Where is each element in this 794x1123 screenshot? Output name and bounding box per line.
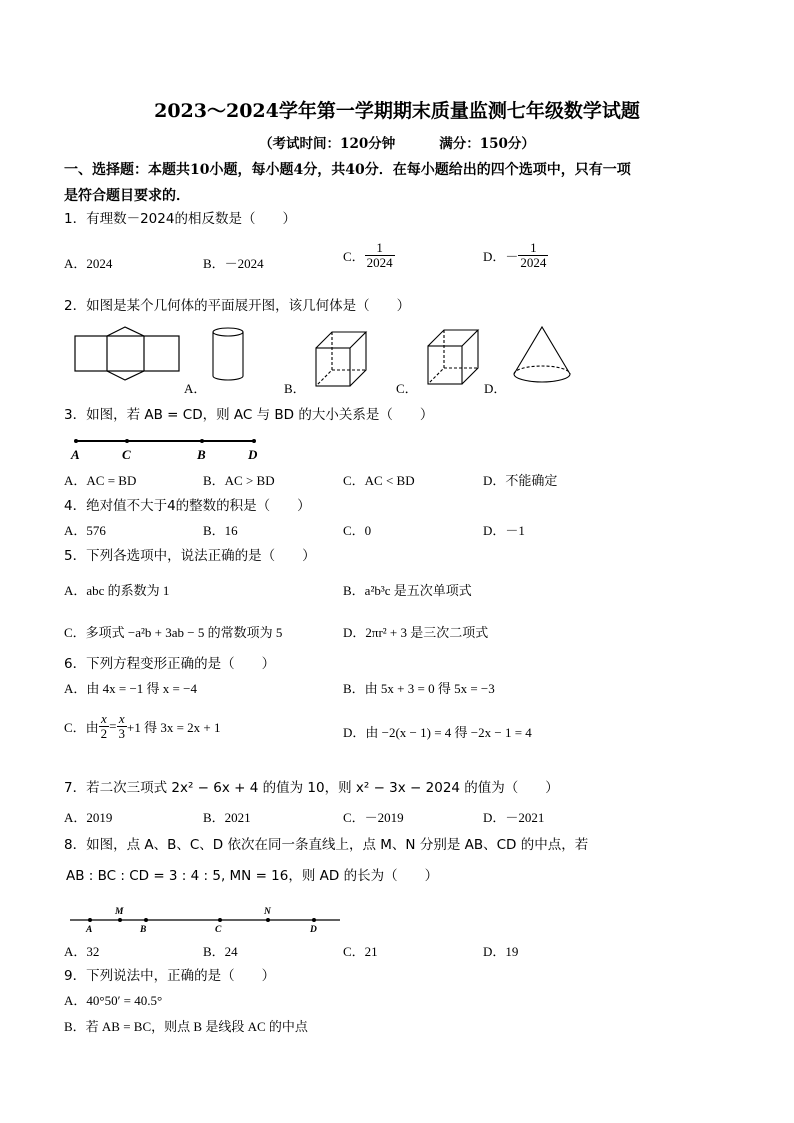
q8-point-d: D: [310, 925, 317, 934]
q3-option-d: D．不能确定: [483, 473, 558, 488]
q8-point-b: B: [140, 925, 147, 934]
q6-c-frac2-num: x: [118, 711, 125, 726]
q1-option-d-label: D．－: [483, 249, 519, 264]
cone-diagram: [510, 324, 574, 388]
q6-c-frac1-den: 2: [100, 726, 108, 741]
q9-option-b: B．若 AB = BC，则点 B 是线段 AC 的中点: [64, 1019, 308, 1034]
q6-option-b: B．由 5x + 3 = 0 得 5x = −3: [343, 681, 495, 696]
q8-line-segment-diagram: [68, 904, 344, 934]
q7-stem: 7．若二次三项式 2x² − 6x + 4 的值为 10，则 x² − 3x − 2024 的值为（ ）: [64, 780, 559, 796]
section-heading-line2: 是符合题目要求的．: [64, 188, 190, 204]
exam-info: [0, 132, 794, 152]
q2-option-d: D．: [484, 381, 507, 396]
q3-point-a: A: [71, 447, 80, 462]
q6-c-frac1-num: x: [101, 711, 107, 726]
q7-option-c: C．－2019: [343, 810, 404, 825]
q8-option-b: B．24: [203, 944, 238, 959]
q1-d-denominator: 2024: [520, 255, 547, 270]
q5-option-d: D．2πr² + 3 是三次二项式: [343, 625, 489, 640]
prism-net-diagram: [72, 326, 184, 382]
q3-option-b: B．AC > BD: [203, 473, 275, 488]
section-heading-line1: 一、选择题：本题共10小题，每小题4分，共40分．在每小题给出的四个选项中，只有一项: [64, 162, 631, 178]
q8-stem-line2: AB : BC : CD = 3 : 4 : 5, MN = 16，则 AD 的长为（ ）: [66, 868, 439, 884]
q6-option-d: D．由 −2(x − 1) = 4 得 −2x − 1 = 4: [343, 725, 532, 740]
q5-stem: 5．下列各选项中，说法正确的是（ ）: [64, 548, 316, 564]
section-heading: [64, 157, 631, 209]
q3-point-b: B: [197, 447, 206, 462]
q3-point-c: C: [122, 447, 131, 462]
q5-option-a: A．abc 的系数为 1: [64, 583, 170, 598]
q8-point-n: N: [264, 907, 271, 917]
q3-stem: 3．如图，若 AB = CD，则 AC 与 BD 的大小关系是（ ）: [64, 407, 434, 423]
q8-option-d: D．19: [483, 944, 519, 959]
q3-line-segment-diagram: [68, 434, 268, 462]
q1-option-b: B．－2024: [203, 256, 264, 271]
q3-point-d: D: [248, 447, 258, 462]
exam-score: 满分：150分）: [439, 136, 535, 152]
q6-c-prefix: C．由: [64, 720, 99, 735]
q1-c-denominator: 2024: [366, 255, 393, 270]
q2-option-b: B．: [284, 381, 306, 396]
q2-option-c: C．: [396, 381, 418, 396]
q8-point-m: M: [115, 907, 124, 917]
cylinder-diagram: [208, 326, 248, 386]
q4-option-d: D．－1: [483, 523, 525, 538]
q2-option-a: A．: [184, 381, 207, 396]
q7-option-d: D．－2021: [483, 810, 545, 825]
q6-option-a: A．由 4x = −1 得 x = −4: [64, 681, 197, 696]
q9-option-a: A．40°50′ = 40.5°: [64, 993, 163, 1008]
q8-stem: 8．如图，点 A、B、C、D 依次在同一条直线上，点 M、N 分别是 AB、CD 的中点，若: [64, 837, 589, 853]
page-title: 2023～2024学年第一学期期末质量监测七年级数学试题: [154, 100, 640, 122]
q4-option-b: B．16: [203, 523, 238, 538]
exam-time: （考试时间：120分钟: [259, 136, 396, 152]
q1-option-c-label: C．: [343, 249, 365, 264]
q1-c-numerator: 1: [376, 240, 383, 255]
q1-option-d: [483, 241, 548, 270]
q4-option-c: C．0: [343, 523, 372, 538]
q3-option-c: C．AC < BD: [343, 473, 415, 488]
q3-option-a: A．AC = BD: [64, 473, 137, 488]
q4-option-a: A．576: [64, 523, 106, 538]
q4-stem: 4．绝对值不大于4的整数的积是（ ）: [64, 498, 311, 514]
q6-c-frac2-den: 3: [118, 726, 126, 741]
q9-stem: 9．下列说法中，正确的是（ ）: [64, 968, 276, 984]
q8-option-a: A．32: [64, 944, 100, 959]
q7-option-b: B．2021: [203, 810, 251, 825]
q8-option-c: C．21: [343, 944, 378, 959]
q6-option-c: [64, 712, 221, 741]
q5-option-b: B．a²b³c 是五次单项式: [343, 583, 472, 598]
cuboid-diagram-b: [312, 328, 368, 390]
q1-option-a: A．2024: [64, 256, 113, 271]
q5-option-c: C．多项式 −a²b + 3ab − 5 的常数项为 5: [64, 625, 283, 640]
cuboid-diagram-c: [424, 326, 480, 388]
q1-d-numerator: 1: [530, 240, 537, 255]
q8-point-a: A: [86, 925, 93, 934]
q6-stem: 6．下列方程变形正确的是（ ）: [64, 656, 276, 672]
q8-point-c: C: [215, 925, 222, 934]
q1-option-c: [343, 241, 395, 270]
q2-stem: 2．如图是某个几何体的平面展开图，该几何体是（ ）: [64, 298, 411, 314]
q6-c-equals: =: [109, 718, 117, 734]
q7-option-a: A．2019: [64, 810, 113, 825]
q1-stem: 1．有理数－2024的相反数是（ ）: [64, 211, 296, 227]
q6-c-suffix: +1 得 3x = 2x + 1: [127, 720, 221, 735]
